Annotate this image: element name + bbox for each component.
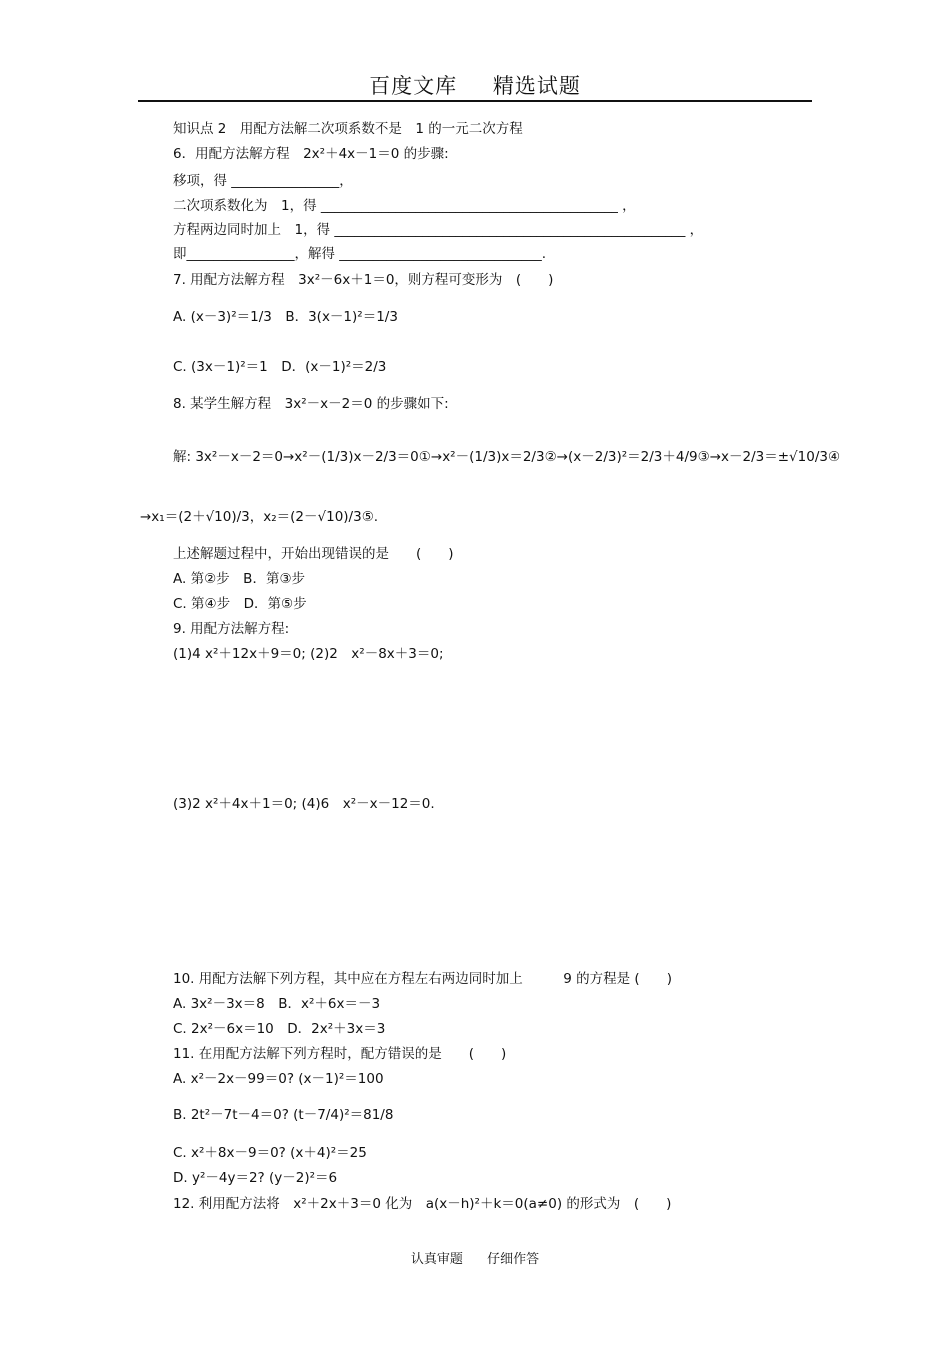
line-kp2: 知识点 2 用配方法解二次项系数不是 1 的一元二次方程 [173,121,523,137]
line-q9: 9. 用配方法解方程: [173,621,290,637]
line-q6d: 即________________，解得 ______________________________. [173,246,547,262]
line-q8q: 上述解题过程中，开始出现错误的是 ( ) [173,546,454,562]
header-right: 精选试题 [492,74,581,98]
header-rule [138,100,812,102]
line-q11b: B. 2t²－7t－4＝0? (t－7/4)²＝81/8 [173,1107,394,1123]
line-q10: 10. 用配方法解下列方程，其中应在方程左右两边同时加上 9 的方程是 ( ) [173,971,672,987]
line-q8: 8. 某学生解方程 3x²－x－2＝0 的步骤如下: [173,396,449,412]
page-header [0,70,950,100]
line-q10cd: C. 2x²－6x＝10 D．2x²＋3x＝3 [173,1021,386,1037]
line-q7ab: A. (x－3)²＝1/3 B．3(x－1)²＝1/3 [173,309,398,325]
header-left: 百度文库 [369,74,458,98]
line-q10ab: A. 3x²－3x＝8 B．x²＋6x＝－3 [173,996,381,1012]
line-q12: 12. 利用配方法将 x²＋2x＋3＝0 化为 a(x－h)²＋k＝0(a≠0) 的形式为 ( ) [173,1196,672,1212]
line-q6b: 二次项系数化为 1，得 ____________________________________________ ， [173,198,636,214]
line-q8s2: →x₁＝(2＋√10)/3，x₂＝(2－√10)/3⑤. [140,509,379,525]
line-q6: 6．用配方法解方程 2x²＋4x－1＝0 的步骤: [173,146,449,162]
line-q9b: (3)2 x²＋4x＋1＝0; (4)6 x²－x－12＝0. [173,796,435,812]
line-q11a: A. x²－2x－99＝0? (x－1)²＝100 [173,1071,384,1087]
footer-right: 仔细作答 [487,1252,540,1267]
footer-left: 认真审题 [410,1252,463,1267]
line-q6c: 方程两边同时加上 1，得 ____________________________________________________ ， [173,222,704,238]
line-q6a: 移项，得 ________________， [173,173,353,189]
page-footer [0,1248,950,1267]
line-q9a: (1)4 x²＋12x＋9＝0; (2)2 x²－8x＋3＝0; [173,646,444,662]
line-q11: 11. 在用配方法解下列方程时，配方错误的是 ( ) [173,1046,507,1062]
line-q8s1: 解: 3x²－x－2＝0→x²－(1/3)x－2/3＝0①→x²－(1/3)x＝2/3②→(x－2/3)²＝2/3＋4/9③→x－2/3＝±√10/3④ [173,449,841,465]
line-q8ab: A. 第②步 B．第③步 [173,571,306,587]
line-q7: 7. 用配方法解方程 3x²－6x＋1＝0，则方程可变形为 ( ) [173,272,554,288]
line-q11c: C. x²＋8x－9＝0? (x＋4)²＝25 [173,1145,367,1161]
line-q8cd: C. 第④步 D．第⑤步 [173,596,307,612]
line-q7cd: C. (3x－1)²＝1 D．(x－1)²＝2/3 [173,359,387,375]
line-q11d: D. y²－4y＝2? (y－2)²＝6 [173,1170,338,1186]
